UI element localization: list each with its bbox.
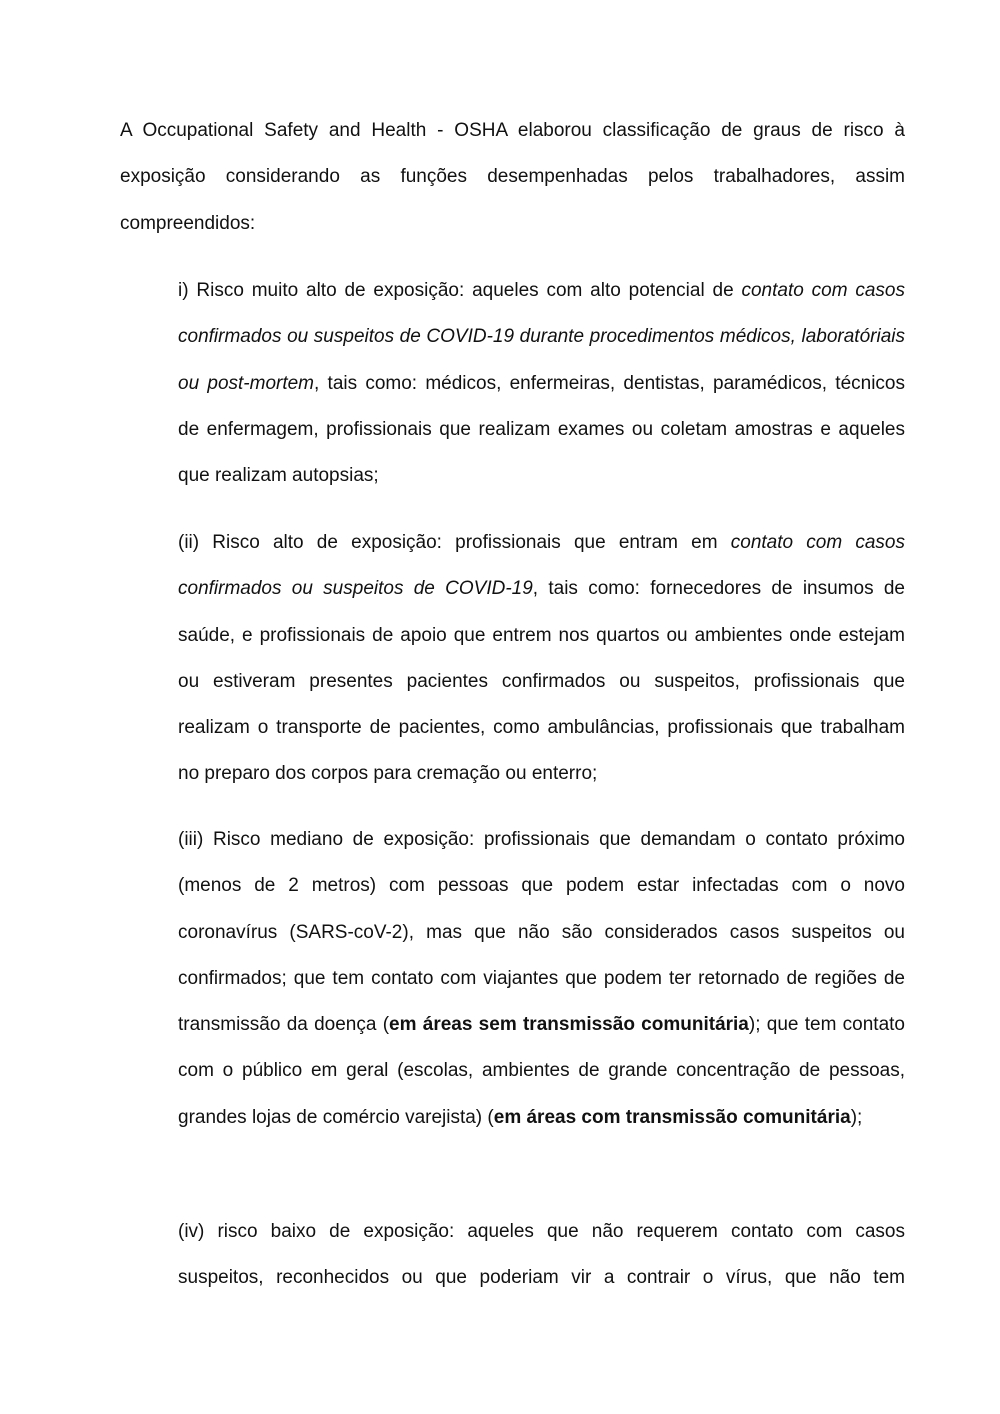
item-i-lead: i) Risco muito alto de exposição: aqueles com alto potencial de (178, 280, 742, 301)
item-iii-tail: ); (850, 1106, 863, 1128)
item-iii-bold-1: em áreas sem transmissão comunitária (389, 1014, 749, 1036)
item-iii-mid: ); que tem contato com o público em geral (escolas, ambientes de grande concentração de pessoas, grandes lojas de comércio varejista) ( (178, 1014, 905, 1128)
item-ii-emphasis: contato com casos confirmados ou suspeitos de COVID-19 (178, 532, 905, 600)
risk-item-medium (178, 817, 905, 1141)
risk-item-low: (iv) risco baixo de exposição: aqueles que não requerem contato com casos suspeitos, reconhecidos ou que poderiam vir a contrair o vírus, que não tem (178, 1221, 905, 1289)
item-iii-bold-2: em áreas com transmissão comunitária (493, 1106, 851, 1128)
item-i-tail: , tais como: médicos, enfermeiras, dentistas, paramédicos, técnicos de enfermagem, profissionais que realizam exames ou coletam amostras e aqueles que realizam autopsias; (178, 372, 905, 487)
item-ii-tail: , tais como: fornecedores de insumos de saúde, e profissionais de apoio que entrem nos quartos ou ambientes onde estejam ou estiveram presentes pacientes confirmados ou suspeitos, profissionais que realizam o transporte de pacientes, como ambulâncias, profissionais que trabalham no preparo dos corpos para cremação ou enterro; (178, 578, 905, 785)
item-i-emphasis: contato com casos confirmados ou suspeitos de COVID-19 durante procedimentos médicos, laboratóriais ou post-mortem (178, 280, 905, 394)
risk-item-high (178, 520, 905, 798)
item-iii-lead: (iii) Risco mediano de exposição: profissionais que demandam o contato próximo (menos de 2 metros) com pessoas que podem estar infectadas com o novo coronavírus (SARS-coV-2), mas que não são considerados casos suspeitos ou confirmados; que tem contato com viajantes que podem ter retornado de regiões de transmissão da doença ( (178, 829, 905, 1036)
risk-item-very-high (178, 268, 905, 499)
item-ii-lead: (ii) Risco alto de exposição: profissionais que entram em (178, 532, 731, 553)
intro-paragraph: A Occupational Safety and Health - OSHA elaborou classificação de graus de risco à exposição considerando as funções desempenhadas pelos trabalhadores, assim compreendidos: (120, 120, 905, 234)
